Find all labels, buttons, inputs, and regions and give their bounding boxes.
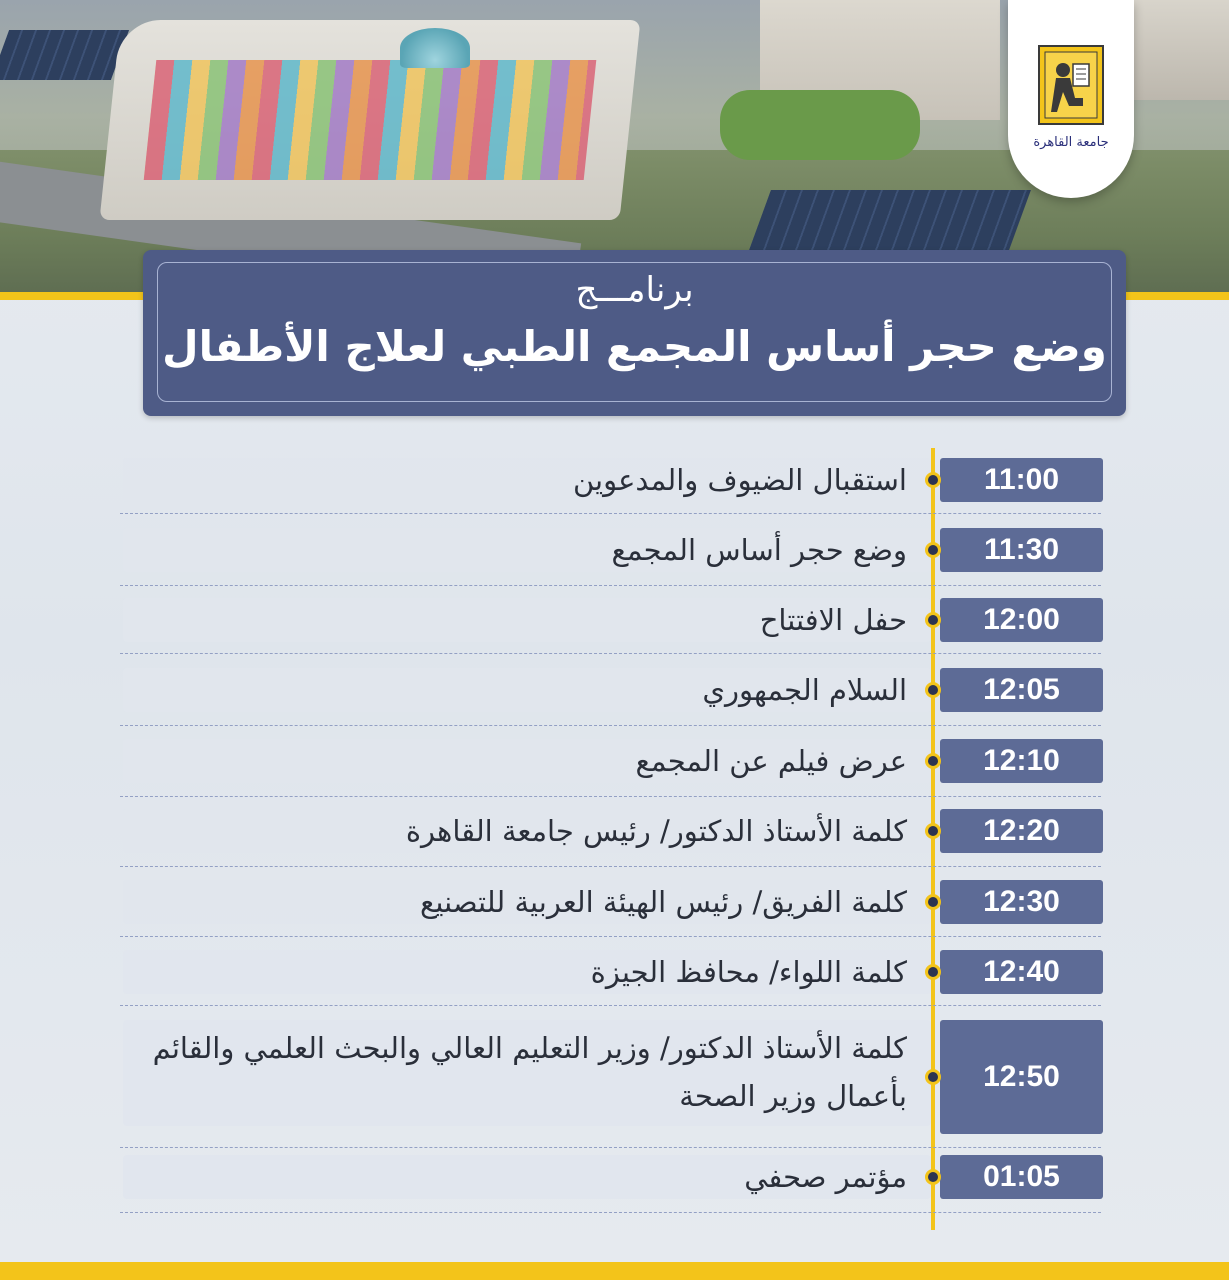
university-logo <box>1008 0 1134 198</box>
timeline-dot <box>925 612 941 628</box>
timeline-dot <box>925 542 941 558</box>
time-badge: 11:00 <box>940 458 1103 502</box>
event-text: كلمة الأستاذ الدكتور/ وزير التعليم العالي والبحث العلمي والقائم بأعمال وزير الصحة <box>152 1031 907 1113</box>
event-text: السلام الجمهوري <box>702 673 907 707</box>
row-divider <box>120 653 1101 654</box>
row-divider <box>120 1005 1101 1006</box>
time-badge: 11:30 <box>940 528 1103 572</box>
time-badge: 12:30 <box>940 880 1103 924</box>
timeline-dot <box>925 1169 941 1185</box>
event-text: كلمة الفريق/ رئيس الهيئة العربية للتصنيع <box>419 885 907 919</box>
timeline-axis <box>931 448 935 1230</box>
time-badge: 12:20 <box>940 809 1103 853</box>
event-text: كلمة اللواء/ محافظ الجيزة <box>590 955 907 989</box>
timeline-dot <box>925 964 941 980</box>
timeline-dot <box>925 823 941 839</box>
time-badge: 12:50 <box>940 1020 1103 1134</box>
time-badge: 12:00 <box>940 598 1103 642</box>
timeline-dot <box>925 1069 941 1085</box>
program-title: وضع حجر أساس المجمع الطبي لعلاج الأطفال <box>162 322 1107 371</box>
row-divider <box>120 585 1101 586</box>
row-divider <box>120 936 1101 937</box>
event-text: مؤتمر صحفي <box>744 1160 907 1194</box>
bottom-accent-rule <box>0 1262 1229 1280</box>
timeline-dot <box>925 472 941 488</box>
event-text: حفل الافتتاح <box>759 603 907 637</box>
event-text: عرض فيلم عن المجمع <box>635 744 907 778</box>
timeline-dot <box>925 894 941 910</box>
time-badge: 12:10 <box>940 739 1103 783</box>
row-divider <box>120 1212 1101 1213</box>
row-divider <box>120 796 1101 797</box>
timeline-dot <box>925 753 941 769</box>
time-badge: 12:40 <box>940 950 1103 994</box>
program-title-panel <box>143 250 1126 416</box>
logo-text: جامعة القاهرة <box>1033 135 1109 150</box>
time-badge: 12:05 <box>940 668 1103 712</box>
time-badge: 01:05 <box>940 1155 1103 1199</box>
row-divider <box>120 725 1101 726</box>
row-divider <box>120 1147 1101 1148</box>
cairo-university-logo-icon <box>1023 36 1119 176</box>
event-text: استقبال الضيوف والمدعوين <box>572 463 907 497</box>
row-divider <box>120 513 1101 514</box>
row-divider <box>120 866 1101 867</box>
timeline-dot <box>925 682 941 698</box>
event-text: وضع حجر أساس المجمع <box>611 533 907 567</box>
event-text: كلمة الأستاذ الدكتور/ رئيس جامعة القاهرة <box>405 814 907 848</box>
program-label: برنامـــج <box>575 270 694 310</box>
